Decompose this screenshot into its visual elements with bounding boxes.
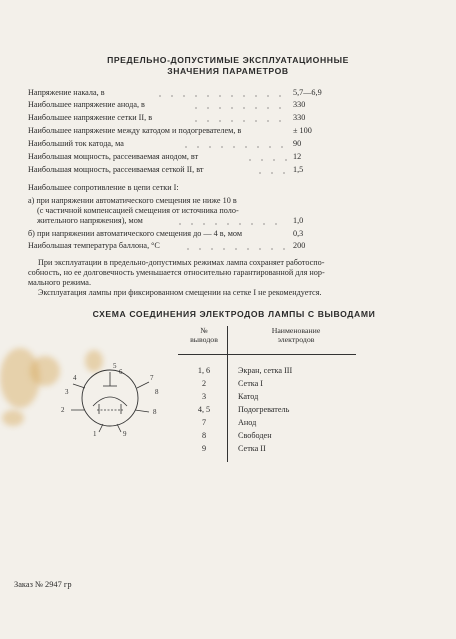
grid-resistance-b-line: б) при напряжении автоматического смещения до — 4 в, мом (28, 229, 243, 238)
pin-number: 7 (201, 418, 207, 427)
header-text: выводов (190, 335, 218, 344)
param-value: ± 100 (293, 126, 312, 135)
pin-label: 1 (93, 430, 97, 438)
electrode-name: Свободен (238, 431, 272, 440)
header-text: № (200, 326, 208, 335)
table-header-electrodes (236, 326, 356, 350)
grid-resistance-b-value: 0,3 (293, 229, 304, 238)
grid-resistance-a-line2: (с частичной компенсацией смещения от источника поло- (37, 206, 239, 215)
param-label: Наибольшая мощность, рассеиваемая сеткой II, вт (28, 165, 204, 174)
paper-stain (2, 410, 24, 426)
cathode-arc (93, 397, 127, 406)
table-header-divider (178, 354, 356, 355)
param-label: Наибольшая мощность, рассеиваемая анодом, вт (28, 152, 199, 161)
param-label: Наибольшее напряжение между катодом и подогревателем, в (28, 126, 242, 135)
note-paragraph-line: При эксплуатации в предельно-допустимых режимах лампа сохраняет работоспо- (38, 258, 325, 267)
header-text: электродов (277, 335, 315, 344)
section-heading: ПРЕДЕЛЬНО-ДОПУСТИМЫЕ ЭКСПЛУАТАЦИОННЫЕ (107, 55, 349, 65)
note-paragraph-line: Эксплуатация лампы при фиксированном смещении на сетке I не рекомендуется. (38, 288, 322, 297)
electrode-name: Катод (238, 392, 259, 401)
table-header-pins (178, 326, 230, 350)
pin-label: 3 (65, 388, 69, 396)
grid-resistance-a-value: 1,0 (293, 216, 304, 225)
param-label: Напряжение накала, в (28, 88, 105, 97)
param-value: 330 (293, 100, 306, 109)
param-value: 330 (293, 113, 306, 122)
param-value: 12 (293, 152, 302, 161)
note-paragraph-line: мального режима. (28, 278, 91, 287)
order-number: Заказ № 2947 гр (14, 580, 72, 589)
grid-resistance-title: Наибольшее сопротивление в цепи сетки I: (28, 183, 179, 192)
max-temp-value: 200 (293, 241, 306, 250)
pin-label: 4 (73, 374, 77, 382)
table-row (178, 390, 358, 403)
pin-number: 8 (201, 431, 207, 440)
table-row (178, 442, 358, 455)
grid-resistance-a-line1: а) при напряжении автоматического смещения не ниже 10 в (28, 196, 237, 205)
table-row (178, 364, 358, 377)
param-label: Наибольшее напряжение сетки II, в (28, 113, 153, 122)
dot-leaders (0, 0, 456, 300)
scheme-title: СХЕМА СОЕДИНЕНИЯ ЭЛЕКТРОДОВ ЛАМПЫ С ВЫВОДАМИ (92, 309, 376, 319)
param-value: 90 (293, 139, 302, 148)
grid-resistance-a-line3: жительного напряжения), мом (37, 216, 143, 225)
pin-number: 9 (201, 444, 207, 453)
table-column-divider (227, 326, 228, 462)
table-row (178, 429, 358, 442)
pin-number: 3 (201, 392, 207, 401)
electrode-lines (99, 404, 121, 414)
param-label: Наибольший ток катода, ма (28, 139, 124, 148)
pin-number: 4, 5 (197, 405, 211, 414)
param-value: 5,7—6,9 (293, 88, 322, 97)
pin-label: 8 (153, 408, 157, 416)
pin-label: 6 (119, 368, 123, 376)
section-subheading: ЗНАЧЕНИЯ ПАРАМЕТРОВ (167, 66, 289, 76)
pin-label: 2 (61, 406, 65, 414)
electrode-name: Экран, сетка III (238, 366, 293, 375)
table-row (178, 403, 358, 416)
table-row (178, 416, 358, 429)
tube-pin-diagram (55, 358, 165, 438)
pin-number: 2 (201, 379, 207, 388)
electrode-name: Сетка II (238, 444, 266, 453)
note-paragraph-line: собность, но ее долговечность уменьшается относительно гарантированной для нор- (28, 268, 325, 277)
electrode-name: Анод (238, 418, 257, 427)
header-text: Наименование (271, 326, 321, 335)
electrode-name: Сетка I (238, 379, 264, 388)
electrode-name: Подогреватель (238, 405, 290, 414)
pin-label: 9 (123, 430, 127, 438)
table-row (178, 377, 358, 390)
pin-number: 1, 6 (197, 366, 211, 375)
pin-label: 7 (150, 374, 154, 382)
param-value: 1,5 (293, 165, 304, 174)
pin-label: 5 (113, 362, 117, 370)
max-temp-label: Наибольшая температура баллона, °С (28, 241, 160, 250)
pin-label: 8 (155, 388, 159, 396)
param-label: Наибольшее напряжение анода, в (28, 100, 145, 109)
